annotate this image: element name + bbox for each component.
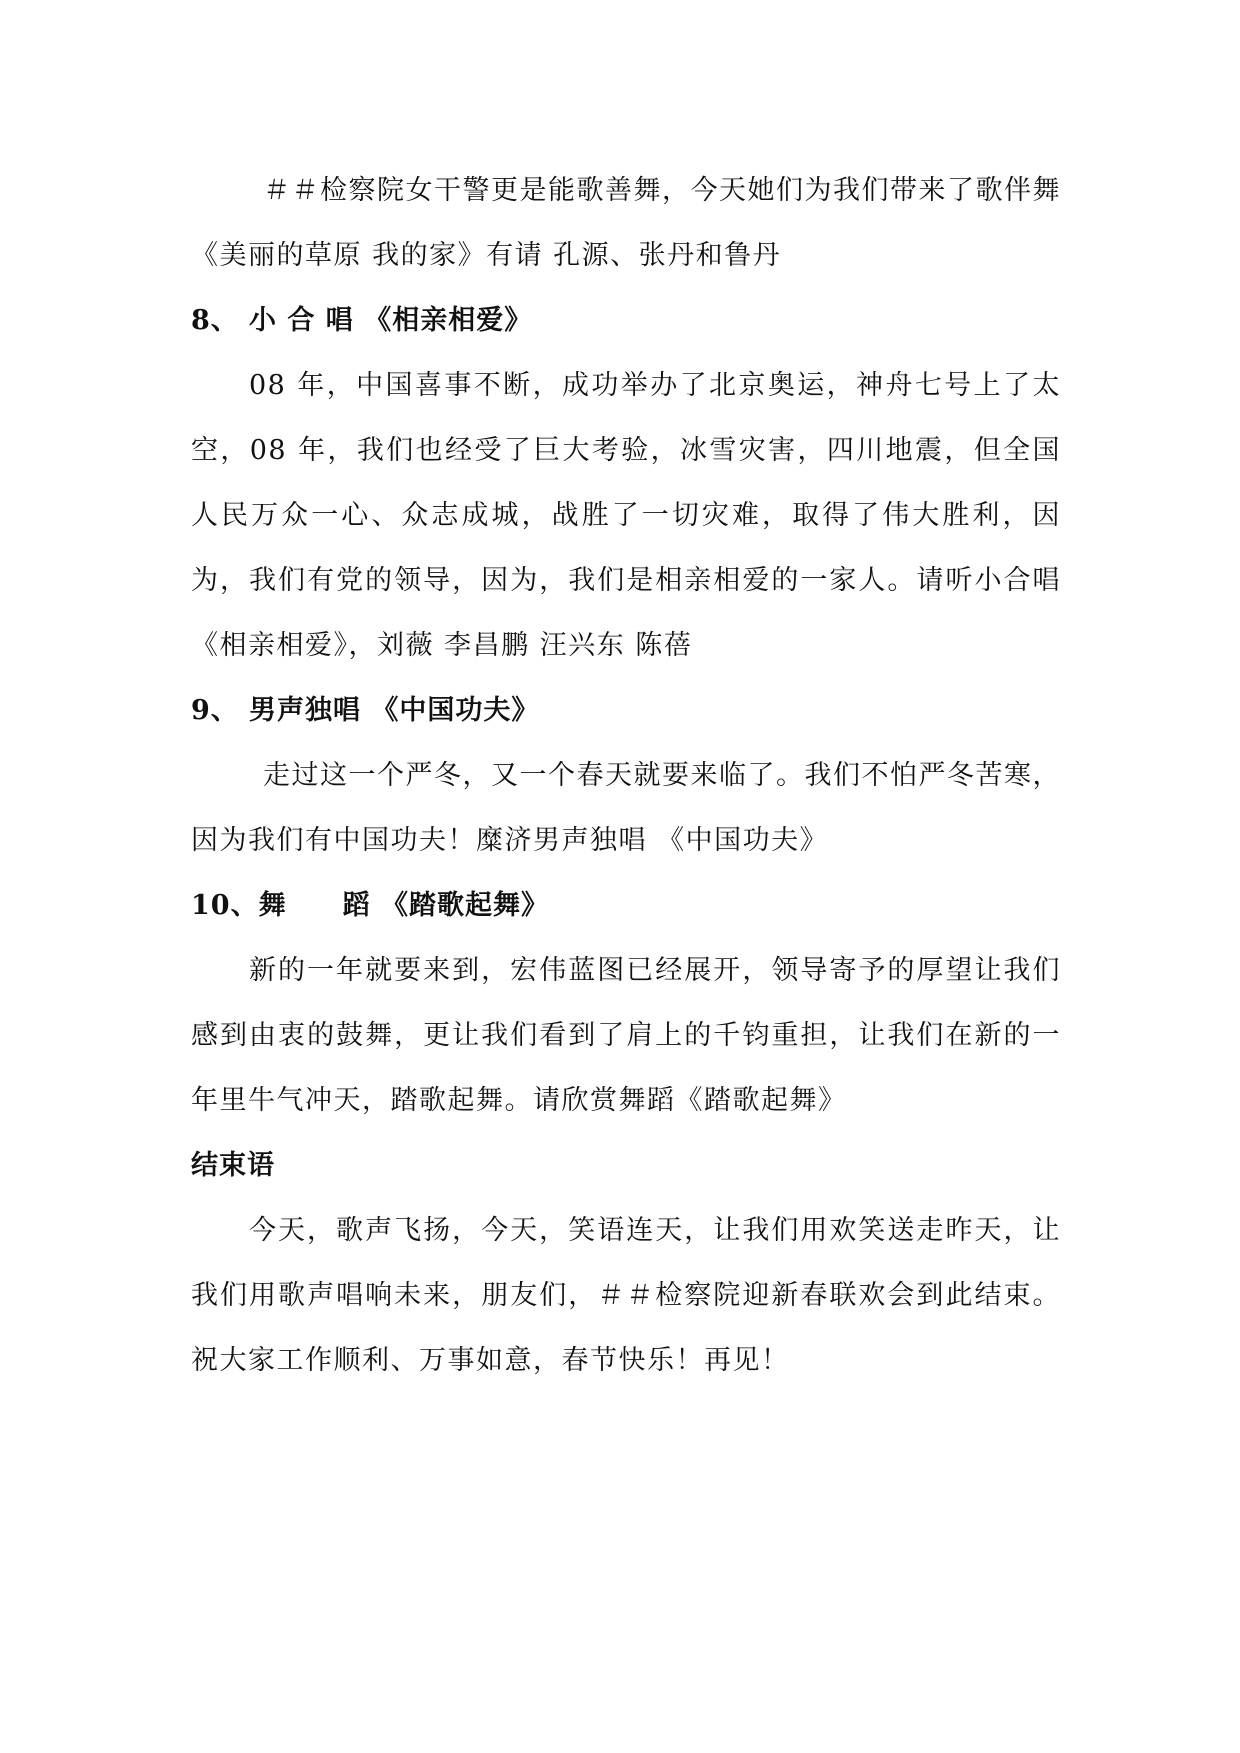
section-number: 8、 [191,305,239,336]
section-number: 10、 [191,890,259,921]
section-paragraph-10: 新的一年就要来到，宏伟蓝图已经展开，领导寄予的厚望让我们感到由衷的鼓舞，更让我们看到了肩上的千钧重担，让我们在新的一年里牛气冲天，踏歌起舞。请欣赏舞蹈《踏歌起舞》 [191,955,1061,1116]
document-body [191,158,1061,1393]
section-heading-9 [191,678,1061,743]
section-heading-10 [191,873,1061,938]
closing-paragraph: 今天，歌声飞扬，今天，笑语连天，让我们用欢笑送走昨天，让我们用歌声唱响未来，朋友们，＃＃检察院迎新春联欢会到此结束。祝大家工作顺利、万事如意，春节快乐！再见！ [191,1215,1061,1376]
intro-paragraph: ＃＃检察院女干警更是能歌善舞，今天她们为我们带来了歌伴舞《美丽的草原 我的家》有请 孔源、张丹和鲁丹 [191,175,1061,271]
section-number: 9、 [191,695,239,726]
closing-heading: 结束语 [191,1150,275,1181]
section-paragraph-9: 走过这一个严冬，又一个春天就要来临了。我们不怕严冬苦寒，因为我们有中国功夫！糜济男声独唱 《中国功夫》 [191,760,1061,856]
section-title: 舞 蹈 《踏歌起舞》 [258,890,549,921]
section-paragraph-8: 08 年，中国喜事不断，成功举办了北京奥运，神舟七号上了太空，08 年，我们也经受了巨大考验，冰雪灾害，四川地震，但全国人民万众一心、众志成城，战胜了一切灾难，取得了伟大胜利，因为，我们有党的领导，因为，我们是相亲相爱的一家人。请听小合唱《相亲相爱》，刘薇 李昌鹏 汪兴东 陈蓓 [191,370,1061,661]
section-title: 男声独唱 《中国功夫》 [249,695,540,726]
section-title: 小 合 唱 《相亲相爱》 [249,305,533,336]
section-heading-8 [191,288,1061,353]
